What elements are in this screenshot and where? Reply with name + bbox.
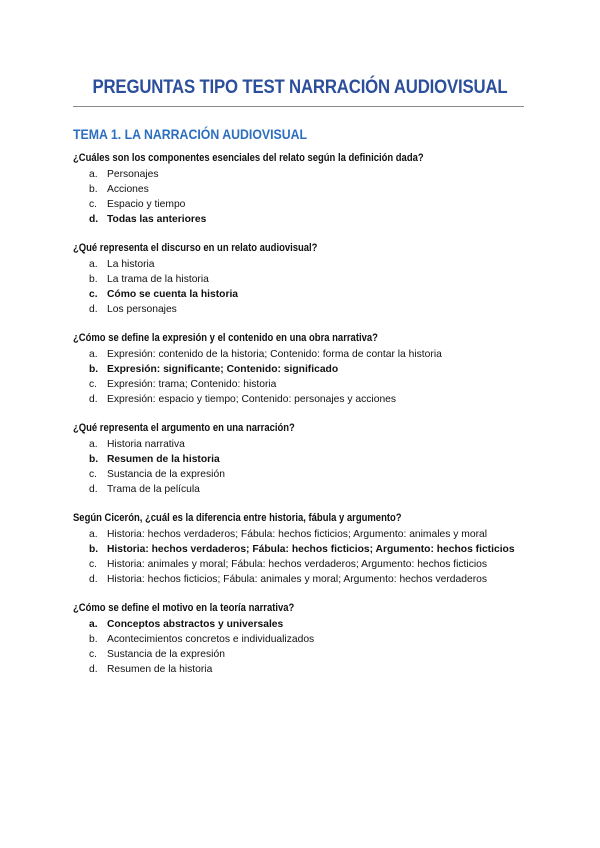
option-letter: a. <box>89 529 98 540</box>
question-block <box>73 150 533 227</box>
option-letter: c. <box>89 199 98 210</box>
answer-option <box>73 467 533 482</box>
option-letter: d. <box>89 394 98 405</box>
option-text: Trama de la película <box>107 484 200 495</box>
option-text: Resumen de la historia <box>107 664 213 675</box>
answer-option-correct <box>73 287 533 302</box>
option-letter: a. <box>89 169 98 180</box>
answer-options <box>73 437 533 497</box>
option-text: Cómo se cuenta la historia <box>107 289 239 300</box>
option-letter: b. <box>89 454 99 465</box>
answer-option-correct <box>73 452 533 467</box>
option-letter: b. <box>89 364 99 375</box>
option-text: Expresión: significante; Contenido: significado <box>107 364 339 375</box>
option-text: Expresión: espacio y tiempo; Contenido: personajes y acciones <box>107 394 397 405</box>
option-letter: a. <box>89 349 98 360</box>
answer-option <box>73 182 533 197</box>
answer-option <box>73 572 533 587</box>
option-text: Expresión: trama; Contenido: historia <box>107 379 277 390</box>
question-list <box>73 150 533 690</box>
question-text: ¿Qué representa el argumento en una narración? <box>73 422 295 434</box>
answer-option <box>73 377 533 392</box>
question-block <box>73 510 533 587</box>
answer-option-correct <box>73 617 533 632</box>
option-text: Espacio y tiempo <box>107 199 186 210</box>
answer-option <box>73 632 533 647</box>
answer-options <box>73 347 533 407</box>
option-text: La trama de la historia <box>107 274 209 285</box>
option-text: Sustancia de la expresión <box>107 469 225 480</box>
option-text: Acciones <box>107 184 149 195</box>
answer-option <box>73 257 533 272</box>
answer-option <box>73 557 533 572</box>
answer-option-correct <box>73 542 533 557</box>
answer-option <box>73 662 533 677</box>
answer-options <box>73 257 533 317</box>
answer-option <box>73 167 533 182</box>
question-block <box>73 420 533 497</box>
answer-options <box>73 167 533 227</box>
answer-option-correct <box>73 362 533 377</box>
section-heading: TEMA 1. LA NARRACIÓN AUDIOVISUAL <box>73 126 308 142</box>
option-letter: d. <box>89 574 98 585</box>
answer-option-correct <box>73 212 533 227</box>
option-text: Personajes <box>107 169 159 180</box>
answer-option <box>73 302 533 317</box>
question-block <box>73 240 533 317</box>
question-text: ¿Cómo se define el motivo en la teoría narrativa? <box>73 602 295 614</box>
option-letter: c. <box>89 469 98 480</box>
option-letter: d. <box>89 484 98 495</box>
answer-option <box>73 392 533 407</box>
option-text: Historia: animales y moral; Fábula: hechos verdaderos; Argumento: hechos ficticios <box>107 559 488 570</box>
option-letter: c. <box>89 289 98 300</box>
answer-option <box>73 437 533 452</box>
answer-option <box>73 347 533 362</box>
question-text: ¿Cuáles son los componentes esenciales del relato según la definición dada? <box>73 152 424 164</box>
option-letter: d. <box>89 664 98 675</box>
option-letter: a. <box>89 619 98 630</box>
question-text: Según Cicerón, ¿cuál es la diferencia entre historia, fábula y argumento? <box>73 512 402 524</box>
option-letter: b. <box>89 634 98 645</box>
answer-option <box>73 527 533 542</box>
option-letter: d. <box>89 214 99 225</box>
answer-options <box>73 617 533 677</box>
option-letter: b. <box>89 544 99 555</box>
option-text: Historia: hechos ficticios; Fábula: animales y moral; Argumento: hechos verdaderos <box>107 574 488 585</box>
option-text: Expresión: contenido de la historia; Contenido: forma de contar la historia <box>107 349 442 360</box>
option-letter: a. <box>89 439 98 450</box>
option-text: Conceptos abstractos y universales <box>107 619 284 630</box>
title-divider <box>73 106 524 107</box>
option-letter: c. <box>89 649 98 660</box>
option-text: Historia narrativa <box>107 439 185 450</box>
answer-option <box>73 482 533 497</box>
answer-option <box>73 272 533 287</box>
option-text: La historia <box>107 259 155 270</box>
option-text: Los personajes <box>107 304 177 315</box>
answer-option <box>73 197 533 212</box>
option-letter: c. <box>89 559 98 570</box>
option-text: Historia: hechos verdaderos; Fábula: hechos ficticios; Argumento: animales y moral <box>107 529 488 540</box>
answer-options <box>73 527 533 587</box>
option-text: Resumen de la historia <box>107 454 220 465</box>
option-letter: c. <box>89 379 98 390</box>
question-block <box>73 330 533 407</box>
question-text: ¿Cómo se define la expresión y el contenido en una obra narrativa? <box>73 332 378 344</box>
option-text: Historia: hechos verdaderos; Fábula: hechos ficticios; Argumento: hechos ficticios <box>107 544 515 555</box>
option-text: Todas las anteriores <box>107 214 207 225</box>
question-block <box>73 600 533 677</box>
option-letter: d. <box>89 304 98 315</box>
page-title: PREGUNTAS TIPO TEST NARRACIÓN AUDIOVISUAL <box>92 76 508 98</box>
option-letter: b. <box>89 274 98 285</box>
option-letter: a. <box>89 259 98 270</box>
option-letter: b. <box>89 184 98 195</box>
option-text: Acontecimientos concretos e individualizados <box>107 634 315 645</box>
question-text: ¿Qué representa el discurso en un relato audiovisual? <box>73 242 318 254</box>
answer-option <box>73 647 533 662</box>
option-text: Sustancia de la expresión <box>107 649 225 660</box>
